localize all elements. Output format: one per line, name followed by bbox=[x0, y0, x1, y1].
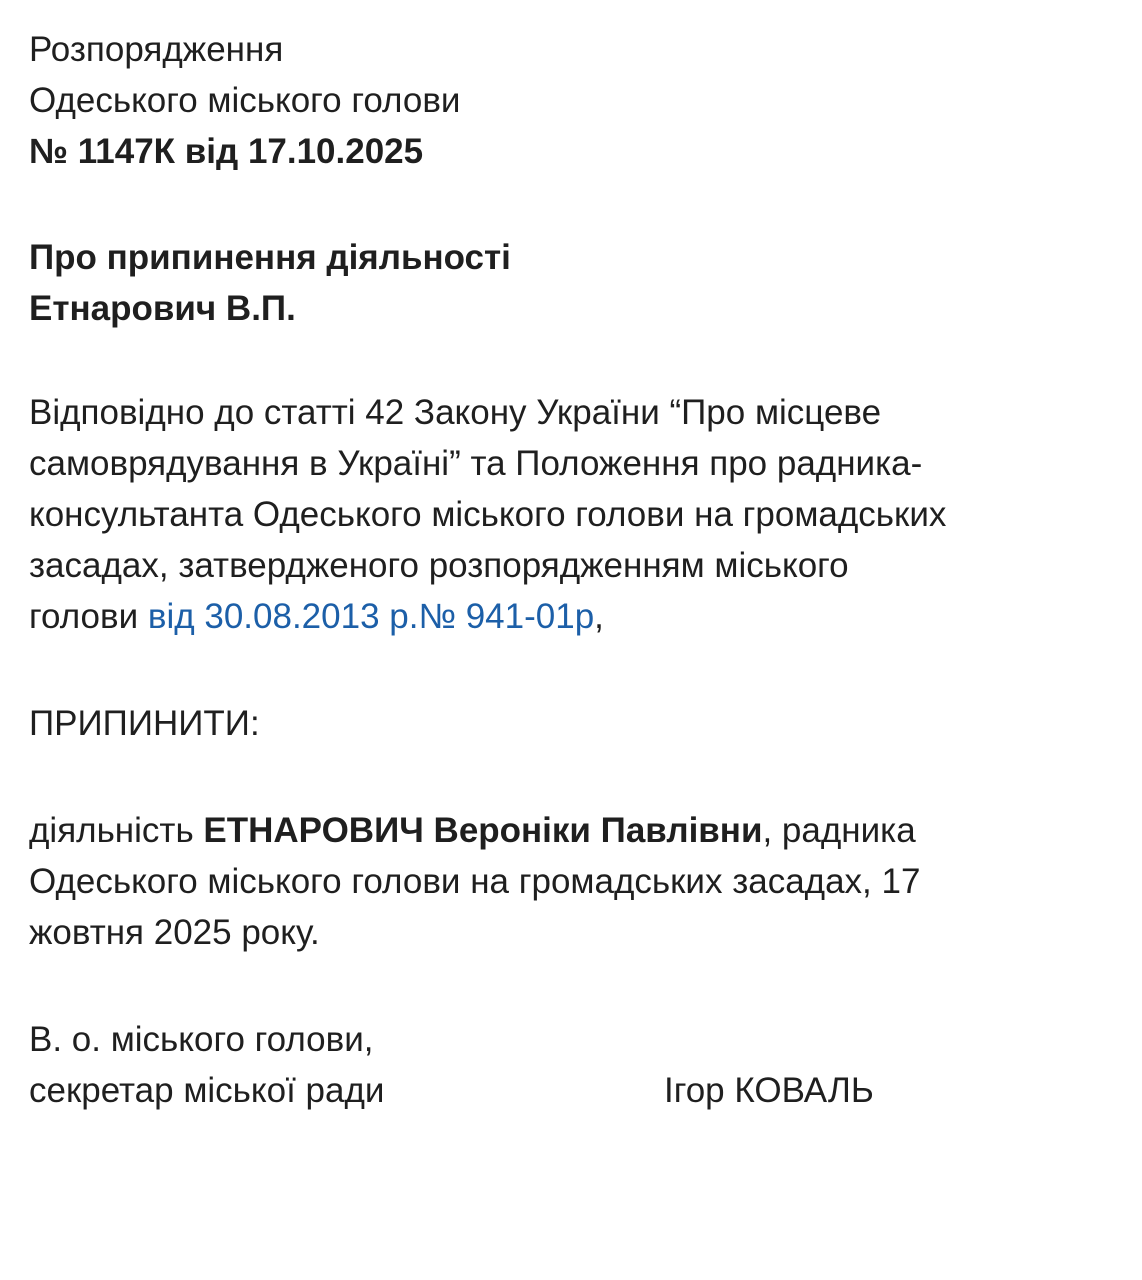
order-detail-line-1 bbox=[29, 805, 1113, 856]
preamble-line-3: консультанта Одеського міського голови на громадських bbox=[29, 495, 947, 534]
signature-row bbox=[29, 1065, 1113, 1116]
doc-type: Розпорядження bbox=[29, 30, 284, 69]
title-line-2: Етнарович В.П. bbox=[29, 289, 296, 328]
preamble-line-5 bbox=[29, 591, 1113, 642]
order-detail bbox=[29, 805, 1113, 958]
signer-name: Ігор КОВАЛЬ bbox=[664, 1071, 874, 1110]
order-detail-prefix: діяльність bbox=[29, 811, 204, 850]
order-heading-block bbox=[29, 698, 1113, 749]
order-heading: ПРИПИНИТИ: bbox=[29, 704, 260, 743]
document-title bbox=[29, 232, 1113, 334]
preamble-line-4: засадах, затвердженого розпорядженням міського bbox=[29, 546, 849, 585]
decree-reference-link[interactable]: від 30.08.2013 р.№ 941-01р bbox=[147, 597, 595, 636]
preamble-line-5-suffix: , bbox=[594, 597, 604, 636]
person-name: ЕТНАРОВИЧ Вероніки Павлівни bbox=[203, 811, 763, 850]
order-detail-line-3: жовтня 2025 року. bbox=[29, 913, 320, 952]
preamble-line-1: Відповідно до статті 42 Закону України “Про місцеве bbox=[29, 393, 882, 432]
doc-issuer: Одеського міського голови bbox=[29, 81, 461, 120]
signer-role-line-2: секретар міської ради bbox=[29, 1071, 385, 1110]
preamble-line-2: самоврядування в Україні” та Положення про радника- bbox=[29, 444, 923, 483]
preamble bbox=[29, 387, 1113, 642]
signer-role-line-1: В. о. міського голови, bbox=[29, 1020, 374, 1059]
signature-block bbox=[29, 1014, 1113, 1116]
order-detail-suffix: , радника bbox=[762, 811, 916, 850]
document-header bbox=[29, 24, 1113, 177]
title-line-1: Про припинення діяльності bbox=[29, 238, 511, 277]
doc-number: № 1147К від 17.10.2025 bbox=[29, 132, 424, 171]
order-detail-line-2: Одеського міського голови на громадських засадах, 17 bbox=[29, 862, 921, 901]
preamble-line-5-prefix: голови bbox=[29, 597, 148, 636]
